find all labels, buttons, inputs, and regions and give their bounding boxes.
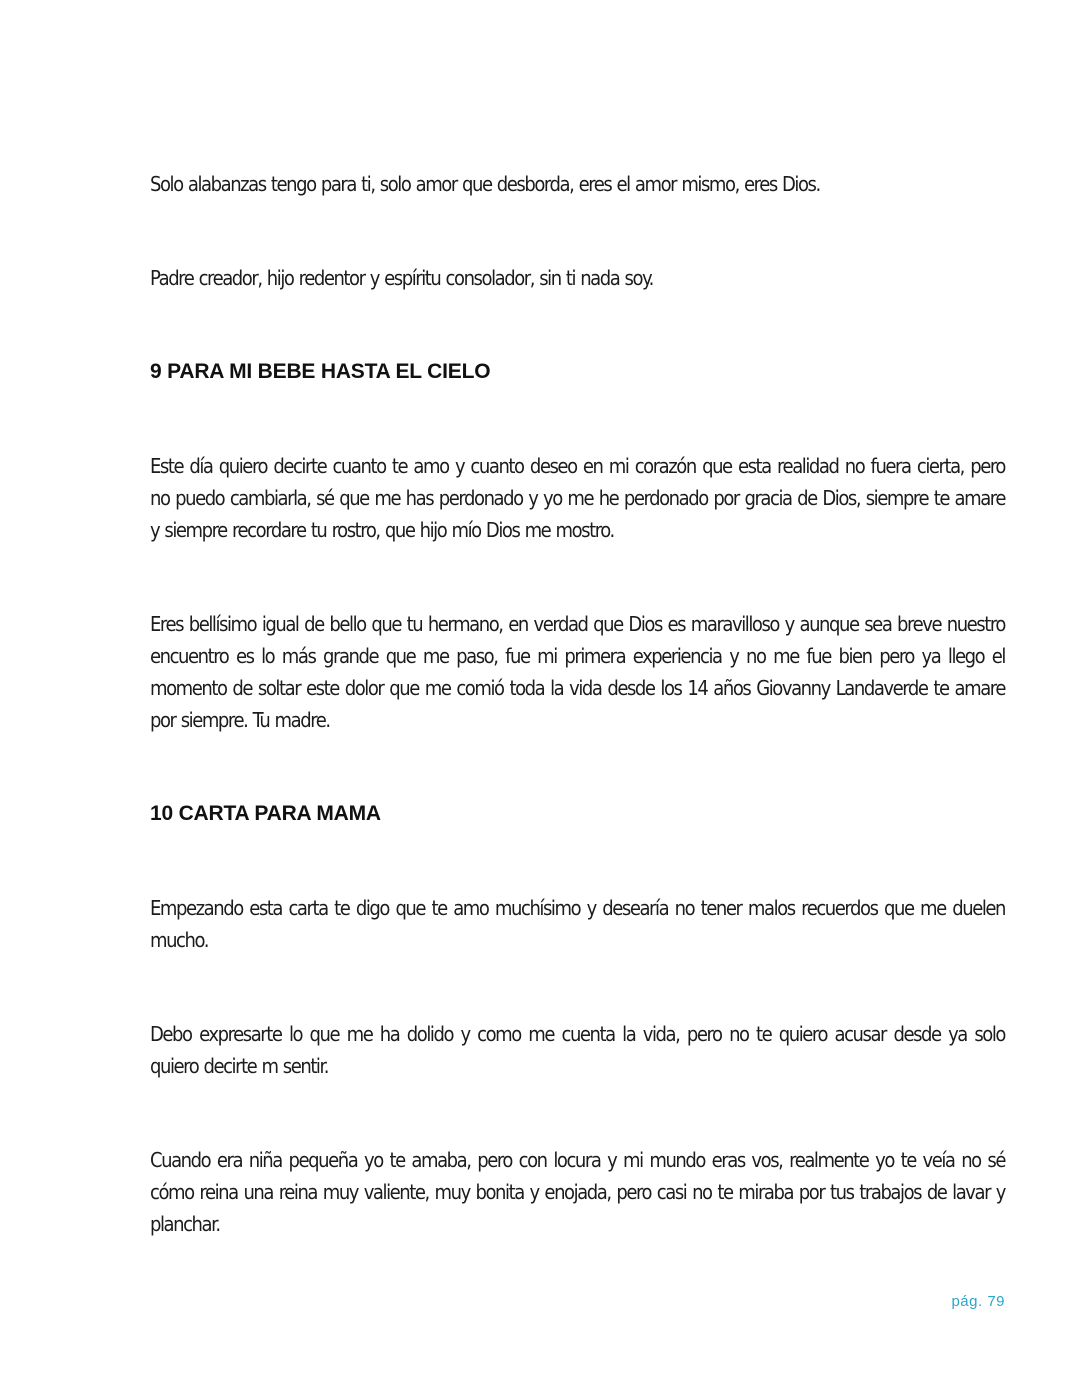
paragraph-baby-2: Eres bellísimo igual de bello que tu hermano, en verdad que Dios es maravilloso y aunque sea breve nuestro encuentro es lo más grande que me paso, fue mi primera experiencia y no me fue bien pero ya llego el momento de soltar este dolor que me comió toda la vida desde los 14 años Giovanny Landaverde te amare por siempre. Tu madre.: [150, 612, 1005, 732]
section-heading-10: 10 CARTA PARA MAMA: [150, 802, 381, 825]
page-body: [150, 168, 1005, 1240]
paragraph-mama-2: Debo expresarte lo que me ha dolido y como me cuenta la vida, pero no te quiero acusar desde ya solo quiero decirte m sentir.: [150, 1022, 1005, 1078]
paragraph-trinity: Padre creador, hijo redentor y espíritu consolador, sin ti nada soy.: [150, 266, 653, 290]
paragraph-mama-3: Cuando era niña pequeña yo te amaba, pero con locura y mi mundo eras vos, realmente yo te veía no sé cómo reina una reina muy valiente, muy bonita y enojada, pero casi no te miraba por tus trabajos de lavar y planchar.: [150, 1148, 1005, 1236]
paragraph-mama-1: Empezando esta carta te digo que te amo muchísimo y desearía no tener malos recuerdos que me duelen mucho.: [150, 896, 1005, 952]
section-heading-9: 9 PARA MI BEBE HASTA EL CIELO: [150, 360, 491, 383]
paragraph-praise: Solo alabanzas tengo para ti, solo amor que desborda, eres el amor mismo, eres Dios.: [150, 172, 820, 196]
paragraph-baby-1: Este día quiero decirte cuanto te amo y cuanto deseo en mi corazón que esta realidad no fuera cierta, pero no puedo cambiarla, sé que me has perdonado y yo me he perdonado por gracia de Dios, siempre te amare y siempre recordare tu rostro, que hijo mío Dios me mostro.: [150, 454, 1005, 542]
page-number: pág. 79: [951, 1293, 1005, 1310]
